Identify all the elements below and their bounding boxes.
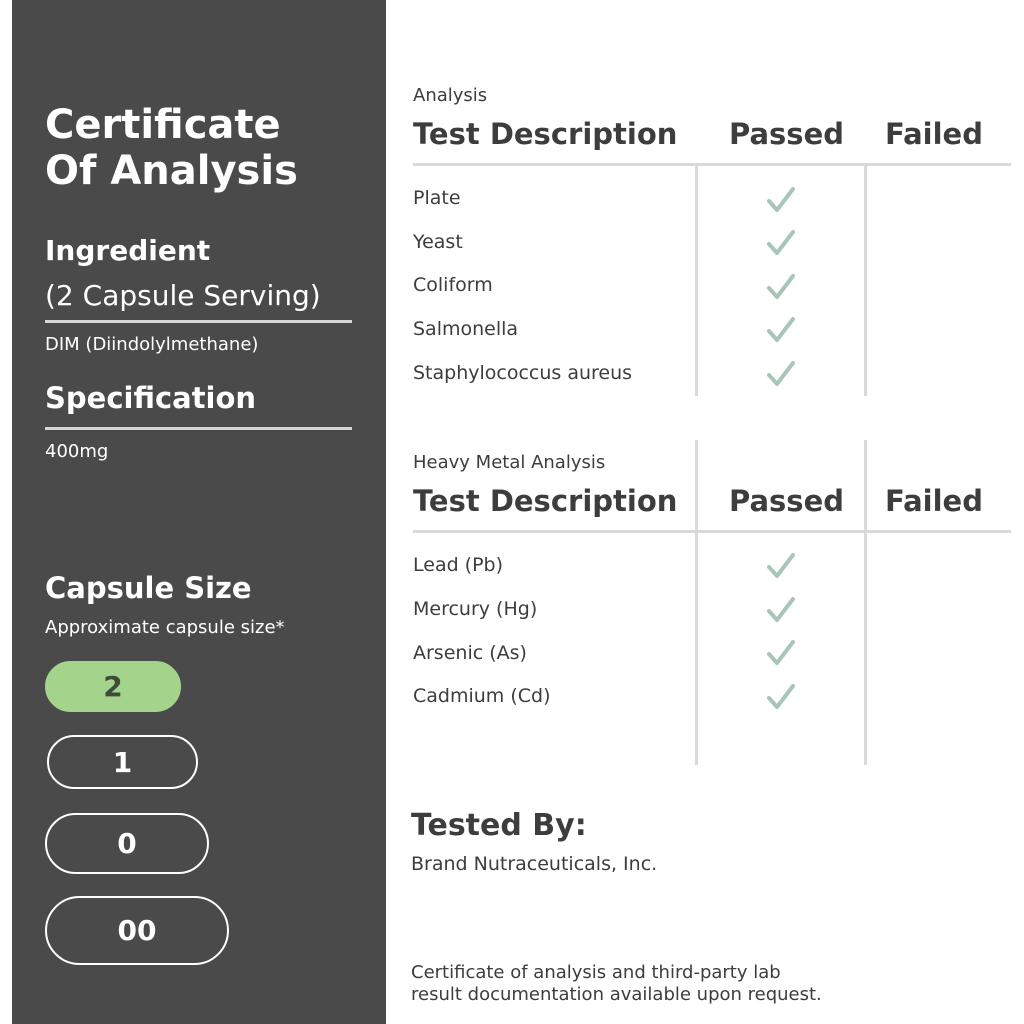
check-icon bbox=[766, 596, 796, 624]
capsule-size-1: 1 bbox=[47, 735, 198, 789]
analysis-row-label: Coliform bbox=[413, 274, 493, 296]
capsule-size-subtitle: Approximate capsule size* bbox=[45, 617, 285, 638]
specification-value: 400mg bbox=[45, 441, 109, 462]
analysis-row-label: Salmonella bbox=[413, 318, 519, 340]
check-icon bbox=[766, 683, 796, 711]
ingredient-label: Ingredient bbox=[45, 234, 211, 267]
title-line-1: Certificate bbox=[45, 102, 281, 148]
analysis-section-label: Analysis bbox=[413, 85, 488, 106]
analysis-col-passed: Passed bbox=[729, 117, 844, 151]
analysis-row-label: Plate bbox=[413, 187, 461, 209]
footnote-line-1: Certificate of analysis and third-party lab bbox=[411, 962, 781, 983]
check-icon bbox=[766, 639, 796, 667]
capsule-size-0: 0 bbox=[45, 813, 209, 874]
analysis-col-divider-1 bbox=[695, 166, 698, 396]
heavy-metal-row-label: Cadmium (Cd) bbox=[413, 685, 551, 707]
capsule-size-00: 00 bbox=[45, 896, 229, 965]
heavy-metal-row-label: Lead (Pb) bbox=[413, 554, 504, 576]
analysis-row-label: Staphylococcus aureus bbox=[413, 362, 633, 384]
analysis-col-divider-2 bbox=[864, 166, 867, 396]
specification-heading: Specification bbox=[45, 381, 257, 415]
check-icon bbox=[766, 360, 796, 388]
analysis-row-label: Yeast bbox=[413, 231, 463, 253]
check-icon bbox=[766, 273, 796, 301]
heavy-metal-header-divider-2 bbox=[864, 440, 867, 530]
heavy-metal-col-test-description: Test Description bbox=[413, 484, 678, 518]
check-icon bbox=[766, 552, 796, 580]
analysis-col-test-description: Test Description bbox=[413, 117, 678, 151]
ingredient-serving: (2 Capsule Serving) bbox=[45, 279, 321, 312]
check-icon bbox=[766, 229, 796, 257]
title-line-2: Of Analysis bbox=[45, 148, 298, 194]
heavy-metal-row-label: Arsenic (As) bbox=[413, 642, 527, 664]
heavy-metal-section-label: Heavy Metal Analysis bbox=[413, 452, 606, 473]
check-icon bbox=[766, 316, 796, 344]
check-icon bbox=[766, 186, 796, 214]
analysis-header-rule bbox=[413, 163, 1011, 166]
footnote-line-2: result documentation available upon request. bbox=[411, 984, 822, 1005]
capsule-size-heading: Capsule Size bbox=[45, 571, 252, 605]
analysis-col-failed: Failed bbox=[885, 117, 983, 151]
heavy-metal-col-divider-1 bbox=[695, 533, 698, 765]
heavy-metal-header-rule bbox=[413, 530, 1011, 533]
heavy-metal-col-passed: Passed bbox=[729, 484, 844, 518]
heavy-metal-col-divider-2 bbox=[864, 533, 867, 765]
heavy-metal-row-label: Mercury (Hg) bbox=[413, 598, 538, 620]
heavy-metal-header-divider-1 bbox=[695, 440, 698, 530]
tested-by-heading: Tested By: bbox=[411, 808, 587, 843]
ingredient-value: DIM (Diindolylmethane) bbox=[45, 334, 259, 355]
footnote bbox=[411, 962, 931, 1006]
tested-by-value: Brand Nutraceuticals, Inc. bbox=[411, 853, 658, 875]
capsule-size-2: 2 bbox=[45, 661, 181, 712]
heavy-metal-col-failed: Failed bbox=[885, 484, 983, 518]
